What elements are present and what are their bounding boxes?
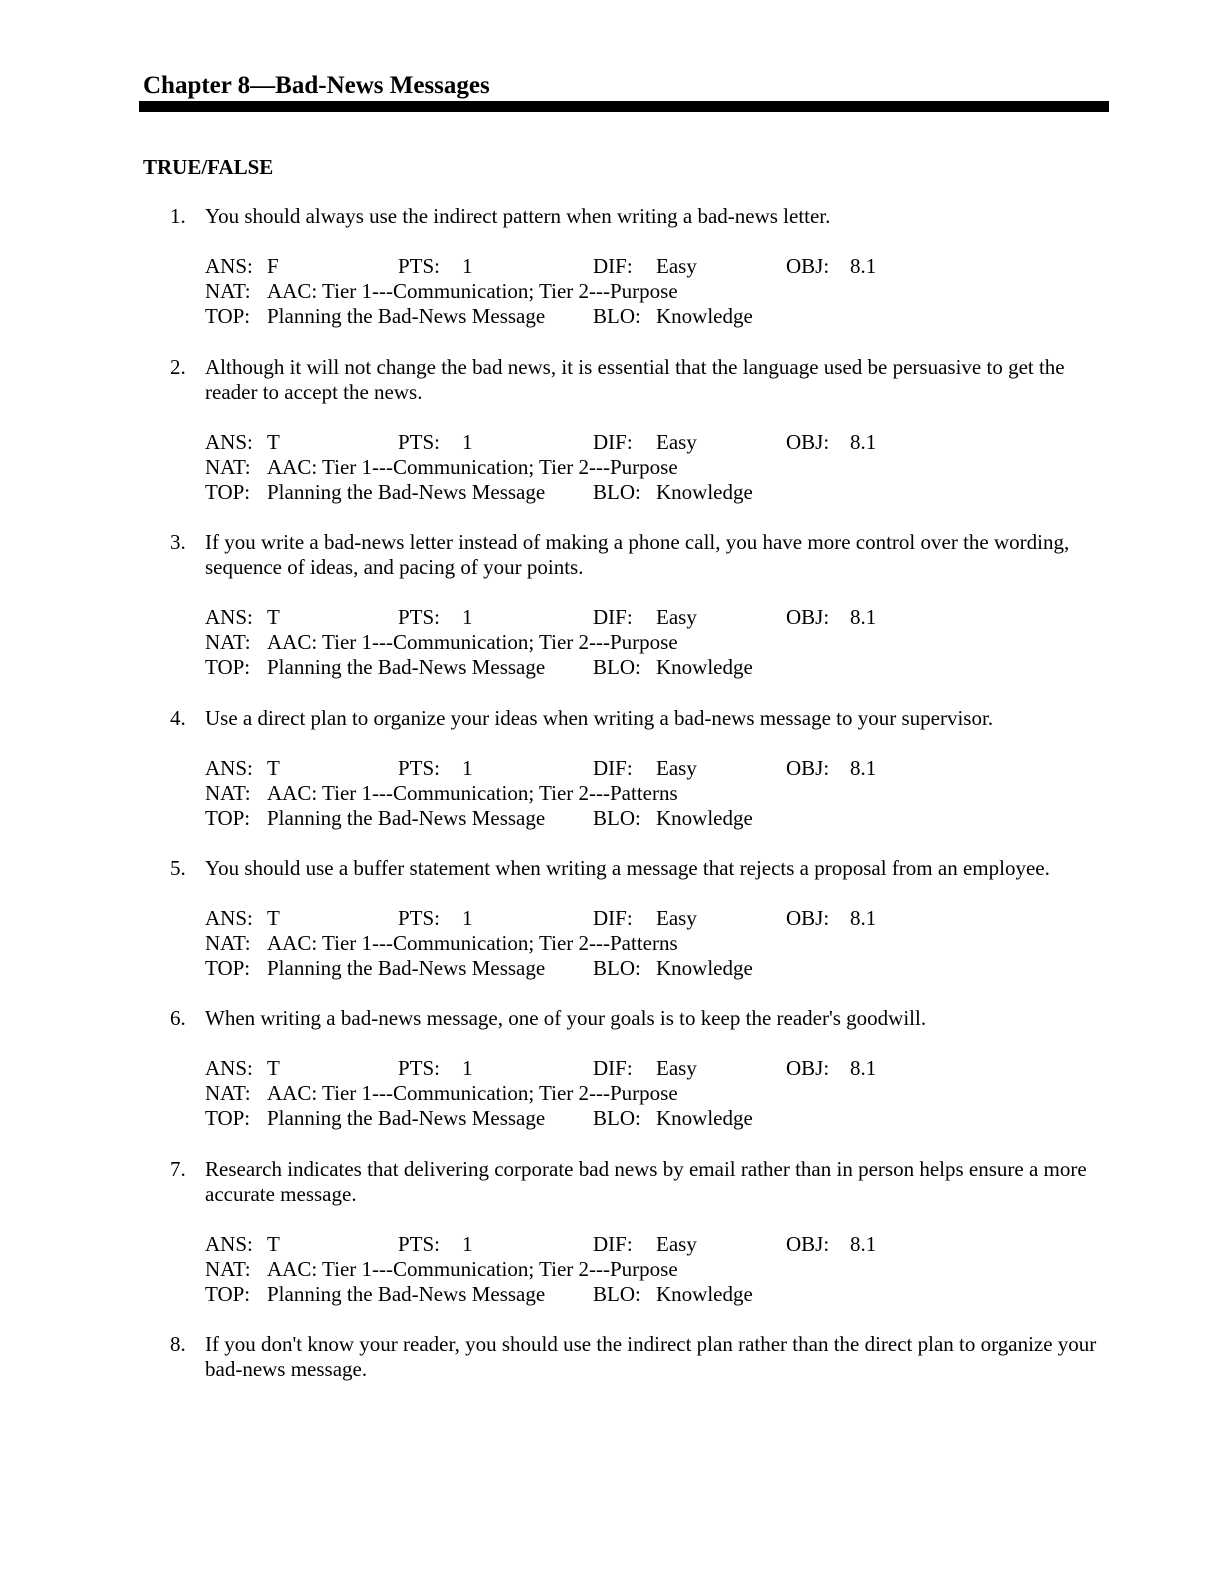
dif-label: DIF: xyxy=(593,254,633,278)
pts-label: PTS: xyxy=(398,430,441,454)
top-value: Planning the Bad-News Message xyxy=(267,304,546,328)
blo-value: Knowledge xyxy=(656,480,753,504)
blo-label: BLO: xyxy=(593,655,641,679)
blo-value: Knowledge xyxy=(656,1106,753,1130)
dif-label: DIF: xyxy=(593,756,633,780)
obj-label: OBJ: xyxy=(786,906,830,930)
top-label: TOP: xyxy=(205,655,251,679)
ans-value: T xyxy=(267,1056,280,1080)
ans-label: ANS: xyxy=(205,430,253,454)
obj-value: 8.1 xyxy=(850,1232,877,1256)
question-number: 8. xyxy=(170,1332,186,1356)
blo-value: Knowledge xyxy=(656,304,753,328)
ans-value: T xyxy=(267,430,280,454)
obj-label: OBJ: xyxy=(786,430,830,454)
question-text: You should always use the indirect pattern when writing a bad-news letter. xyxy=(205,204,831,228)
pts-value: 1 xyxy=(462,1232,473,1256)
blo-label: BLO: xyxy=(593,304,641,328)
dif-value: Easy xyxy=(656,906,697,930)
obj-label: OBJ: xyxy=(786,1056,830,1080)
question-text: If you write a bad-news letter instead of making a phone call, you have more control over the wording, sequence of ideas, and pacing of your points. xyxy=(205,530,1070,579)
pts-value: 1 xyxy=(462,430,473,454)
dif-value: Easy xyxy=(656,1056,697,1080)
nat-label: NAT: xyxy=(205,1257,251,1281)
obj-label: OBJ: xyxy=(786,254,830,278)
blo-label: BLO: xyxy=(593,480,641,504)
pts-label: PTS: xyxy=(398,254,441,278)
blo-label: BLO: xyxy=(593,1282,641,1306)
dif-label: DIF: xyxy=(593,906,633,930)
pts-label: PTS: xyxy=(398,605,441,629)
obj-value: 8.1 xyxy=(850,605,877,629)
obj-value: 8.1 xyxy=(850,430,877,454)
obj-label: OBJ: xyxy=(786,605,830,629)
top-label: TOP: xyxy=(205,304,251,328)
question-text: Although it will not change the bad news, it is essential that the language used be persuasive to get the reader to accept the news. xyxy=(205,355,1065,404)
ans-label: ANS: xyxy=(205,756,253,780)
question-number: 1. xyxy=(170,204,186,228)
nat-label: NAT: xyxy=(205,455,251,479)
ans-label: ANS: xyxy=(205,906,253,930)
ans-value: T xyxy=(267,605,280,629)
nat-label: NAT: xyxy=(205,630,251,654)
ans-label: ANS: xyxy=(205,1056,253,1080)
nat-value: AAC: Tier 1---Communication; Tier 2---Patterns xyxy=(267,931,678,955)
obj-label: OBJ: xyxy=(786,756,830,780)
nat-value: AAC: Tier 1---Communication; Tier 2---Purpose xyxy=(267,455,678,479)
blo-value: Knowledge xyxy=(656,956,753,980)
question-number: 6. xyxy=(170,1006,186,1030)
question-text: You should use a buffer statement when writing a message that rejects a proposal from an employee. xyxy=(205,856,1050,880)
ans-value: T xyxy=(267,906,280,930)
pts-value: 1 xyxy=(462,1056,473,1080)
dif-label: DIF: xyxy=(593,1056,633,1080)
blo-label: BLO: xyxy=(593,956,641,980)
dif-value: Easy xyxy=(656,430,697,454)
question-number: 2. xyxy=(170,355,186,379)
nat-label: NAT: xyxy=(205,931,251,955)
question-text: Research indicates that delivering corporate bad news by email rather than in person helps ensure a more accurate message. xyxy=(205,1157,1087,1206)
ans-label: ANS: xyxy=(205,1232,253,1256)
question-number: 3. xyxy=(170,530,186,554)
top-value: Planning the Bad-News Message xyxy=(267,956,546,980)
blo-label: BLO: xyxy=(593,1106,641,1130)
nat-label: NAT: xyxy=(205,279,251,303)
top-value: Planning the Bad-News Message xyxy=(267,806,546,830)
blo-value: Knowledge xyxy=(656,806,753,830)
obj-value: 8.1 xyxy=(850,756,877,780)
obj-value: 8.1 xyxy=(850,906,877,930)
question-text: Use a direct plan to organize your ideas when writing a bad-news message to your supervisor. xyxy=(205,706,994,730)
pts-value: 1 xyxy=(462,254,473,278)
obj-value: 8.1 xyxy=(850,1056,877,1080)
nat-value: AAC: Tier 1---Communication; Tier 2---Purpose xyxy=(267,1257,678,1281)
top-value: Planning the Bad-News Message xyxy=(267,655,546,679)
question-number: 4. xyxy=(170,706,186,730)
blo-label: BLO: xyxy=(593,806,641,830)
question-text: When writing a bad-news message, one of your goals is to keep the reader's goodwill. xyxy=(205,1006,927,1030)
dif-value: Easy xyxy=(656,254,697,278)
top-value: Planning the Bad-News Message xyxy=(267,1282,546,1306)
top-label: TOP: xyxy=(205,1282,251,1306)
pts-label: PTS: xyxy=(398,756,441,780)
obj-value: 8.1 xyxy=(850,254,877,278)
top-label: TOP: xyxy=(205,956,251,980)
question-text: If you don't know your reader, you should use the indirect plan rather than the direct plan to organize your bad-news message. xyxy=(205,1332,1097,1381)
ans-value: T xyxy=(267,1232,280,1256)
blo-value: Knowledge xyxy=(656,655,753,679)
ans-value: T xyxy=(267,756,280,780)
ans-label: ANS: xyxy=(205,605,253,629)
nat-label: NAT: xyxy=(205,781,251,805)
dif-value: Easy xyxy=(656,756,697,780)
nat-value: AAC: Tier 1---Communication; Tier 2---Purpose xyxy=(267,279,678,303)
title-rule xyxy=(139,101,1109,112)
nat-value: AAC: Tier 1---Communication; Tier 2---Purpose xyxy=(267,1081,678,1105)
pts-value: 1 xyxy=(462,756,473,780)
pts-label: PTS: xyxy=(398,1056,441,1080)
dif-label: DIF: xyxy=(593,605,633,629)
top-label: TOP: xyxy=(205,480,251,504)
pts-value: 1 xyxy=(462,605,473,629)
section-heading: TRUE/FALSE xyxy=(143,155,274,179)
pts-label: PTS: xyxy=(398,1232,441,1256)
top-label: TOP: xyxy=(205,806,251,830)
question-number: 7. xyxy=(170,1157,186,1181)
blo-value: Knowledge xyxy=(656,1282,753,1306)
nat-label: NAT: xyxy=(205,1081,251,1105)
nat-value: AAC: Tier 1---Communication; Tier 2---Patterns xyxy=(267,781,678,805)
nat-value: AAC: Tier 1---Communication; Tier 2---Purpose xyxy=(267,630,678,654)
dif-value: Easy xyxy=(656,605,697,629)
obj-label: OBJ: xyxy=(786,1232,830,1256)
chapter-title: Chapter 8—Bad-News Messages xyxy=(143,72,490,99)
top-label: TOP: xyxy=(205,1106,251,1130)
ans-value: F xyxy=(267,254,279,278)
pts-label: PTS: xyxy=(398,906,441,930)
question-number: 5. xyxy=(170,856,186,880)
pts-value: 1 xyxy=(462,906,473,930)
top-value: Planning the Bad-News Message xyxy=(267,1106,546,1130)
ans-label: ANS: xyxy=(205,254,253,278)
dif-value: Easy xyxy=(656,1232,697,1256)
top-value: Planning the Bad-News Message xyxy=(267,480,546,504)
dif-label: DIF: xyxy=(593,430,633,454)
dif-label: DIF: xyxy=(593,1232,633,1256)
